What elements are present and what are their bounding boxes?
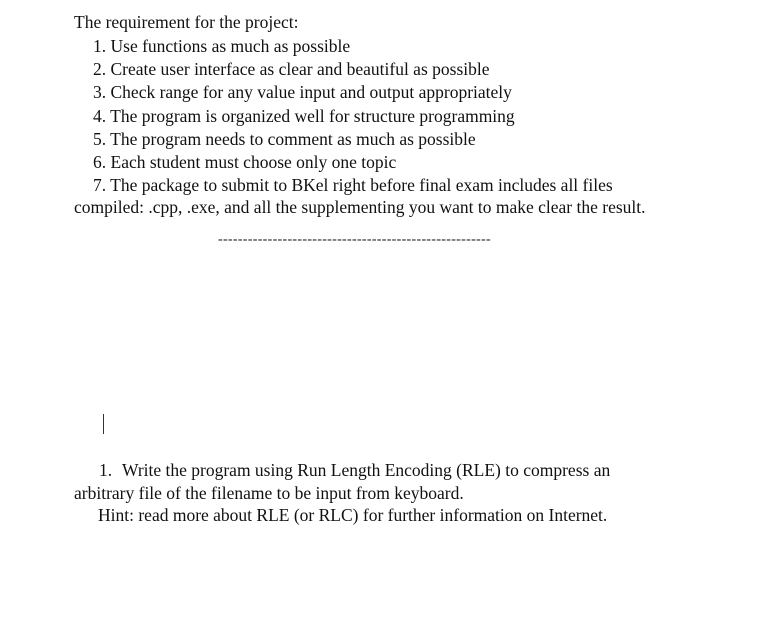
requirement-item-2: 2. Create user interface as clear and beautiful as possible xyxy=(93,59,490,79)
topic-line-1: Write the program using Run Length Encoding (RLE) to compress an xyxy=(122,460,611,480)
text-cursor xyxy=(103,414,104,434)
topic-number: 1. xyxy=(99,460,113,480)
requirement-item-5: 5. The program needs to comment as much as possible xyxy=(93,129,476,149)
requirements-heading: The requirement for the project: xyxy=(74,12,299,32)
requirement-item-7-continuation: compiled: .cpp, .exe, and all the supplementing you want to make clear the result. xyxy=(74,197,646,217)
requirement-item-1: 1. Use functions as much as possible xyxy=(93,36,351,56)
requirement-item-4: 4. The program is organized well for structure programming xyxy=(93,106,515,126)
section-separator: ------------------------------------------------------- xyxy=(218,232,491,247)
requirement-item-7: 7. The package to submit to BKel right before final exam includes all files xyxy=(93,175,613,195)
topic-hint: Hint: read more about RLE (or RLC) for further information on Internet. xyxy=(98,505,608,525)
requirement-item-3: 3. Check range for any value input and output appropriately xyxy=(93,82,512,102)
topic-line-2: arbitrary file of the filename to be input from keyboard. xyxy=(74,483,464,503)
requirement-item-6: 6. Each student must choose only one topic xyxy=(93,152,397,172)
